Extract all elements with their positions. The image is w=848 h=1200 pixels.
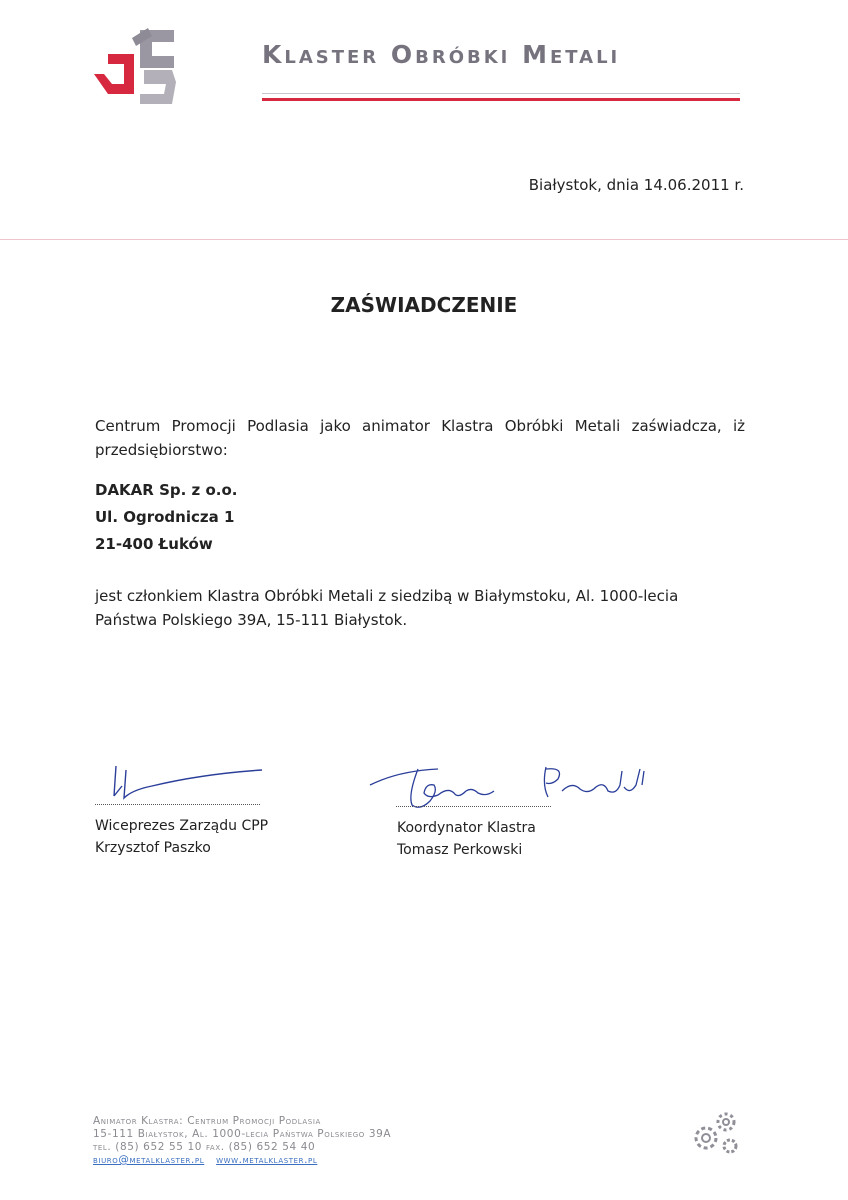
- header-rule-red: [262, 98, 740, 101]
- footer-contacts: [93, 1154, 317, 1166]
- place-and-date: Białystok, dnia 14.06.2011 r.: [528, 176, 744, 194]
- signature-line-2: [396, 806, 551, 807]
- intro-paragraph: Centrum Promocji Podlasia jako animator Klastra Obróbki Metali zaświadcza, iż przedsiębiorstwo:: [95, 417, 745, 459]
- footer-phone-fax: tel. (85) 652 55 10 fax. (85) 652 54 40: [93, 1141, 316, 1153]
- footer-address: 15-111 Białystok, Al. 1000-lecia Państwa Polskiego 39A: [93, 1128, 392, 1140]
- company-name: DAKAR Sp. z o.o.: [95, 481, 238, 499]
- signer-1-role: Wiceprezes Zarządu CPP: [95, 818, 269, 834]
- section-divider: [0, 239, 848, 240]
- signer-1-name: Krzysztof Paszko: [95, 840, 211, 856]
- footer-animator: Animator Klastra: Centrum Promocji Podlasia: [93, 1115, 321, 1127]
- signature-1-ink: [92, 756, 272, 806]
- header-rule-grey: [262, 93, 740, 94]
- signer-2-role: Koordynator Klastra: [397, 820, 536, 836]
- document-title: ZAŚWIADCZENIE: [330, 293, 518, 317]
- kom-logo-icon: [92, 26, 182, 110]
- website-link[interactable]: www.metalklaster.pl: [216, 1154, 318, 1166]
- company-street: Ul. Ogrodnicza 1: [95, 508, 235, 526]
- organization-title: Klaster Obróbki Metali: [262, 40, 621, 69]
- signer-2-name: Tomasz Perkowski: [397, 842, 523, 858]
- gears-icon: [686, 1108, 742, 1160]
- signature-line-1: [95, 804, 260, 805]
- email-link[interactable]: biuro@metalklaster.pl: [93, 1154, 205, 1166]
- membership-paragraph: jest członkiem Klastra Obróbki Metali z siedzibą w Białymstoku, Al. 1000-lecia Państwa Polskiego 39A, 15-111 Białystok.: [95, 587, 679, 629]
- company-city: 21-400 Łuków: [95, 535, 213, 553]
